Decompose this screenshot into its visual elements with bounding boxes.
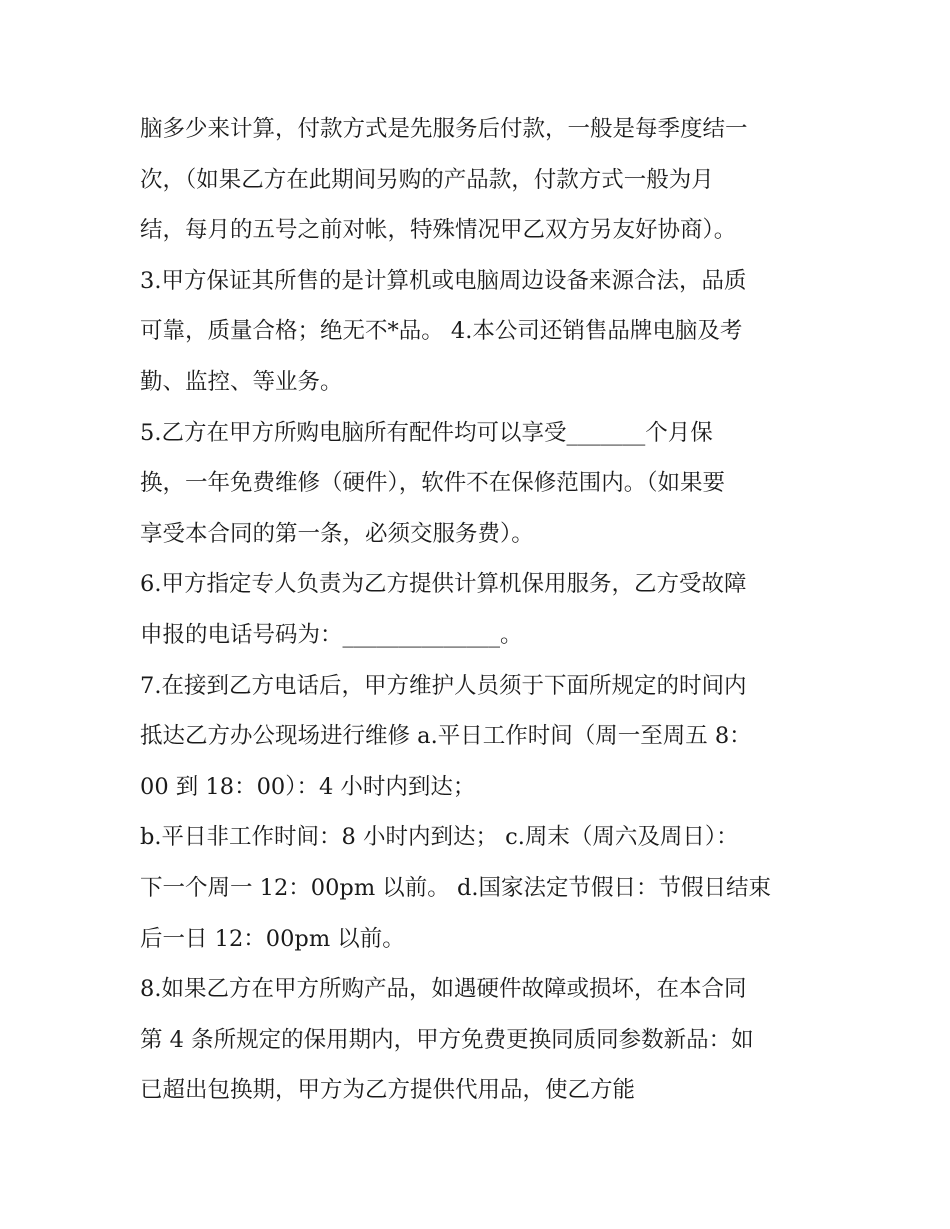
text-line: 抵达乙方办公现场进行维修 a.平日工作时间（周一至周五 8： [140,723,752,750]
contract-text-block [140,104,820,1116]
text-line: 申报的电话号码为：______________。 [140,621,523,648]
text-line: 换，一年免费维修（硬件），软件不在保修范围内。（如果要 [140,470,726,497]
text-line: 第 4 条所规定的保用期内，甲方免费更换同质同参数新品：如 [140,1026,754,1053]
text-line: 结，每月的五号之前对帐，特殊情况甲乙双方另友好协商）。 [140,217,737,244]
text-line: 后一日 12：00pm 以前。 [140,925,405,952]
text-line: b.平日非工作时间：8 小时内到达； c.周末（周六及周日）： [140,824,739,851]
text-line: 享受本合同的第一条，必须交服务费）。 [140,520,534,547]
text-line: 可靠，质量合格；绝无不*品。 4.本公司还销售品牌电脑及考 [140,318,743,345]
text-line: 脑多少来计算，付款方式是先服务后付款，一般是每季度结一 [140,116,748,142]
text-line: 已超出包换期，甲方为乙方提供代用品，使乙方能 [140,1077,636,1104]
text-line: 00 到 18：00）：4 小时内到达； [140,773,476,800]
text-line: 3.甲方保证其所售的是计算机或电脑周边设备来源合法，品质 [140,267,747,294]
text-line: 次，（如果乙方在此期间另购的产品款，付款方式一般为月 [140,166,714,193]
text-line: 下一个周一 12：00pm 以前。 d.国家法定节假日：节假日结束 [140,874,772,901]
text-line: 勤、监控、等业务。 [140,368,343,395]
text-line: 7.在接到乙方电话后，甲方维护人员须于下面所规定的时间内 [140,672,747,699]
text-line: 5.乙方在甲方所购电脑所有配件均可以享受_______个月保 [140,419,713,446]
text-line: 6.甲方指定专人负责为乙方提供计算机保用服务，乙方受故障 [140,571,747,598]
text-line: 8.如果乙方在甲方所购产品，如遇硬件故障或损坏，在本合同 [140,976,747,1003]
